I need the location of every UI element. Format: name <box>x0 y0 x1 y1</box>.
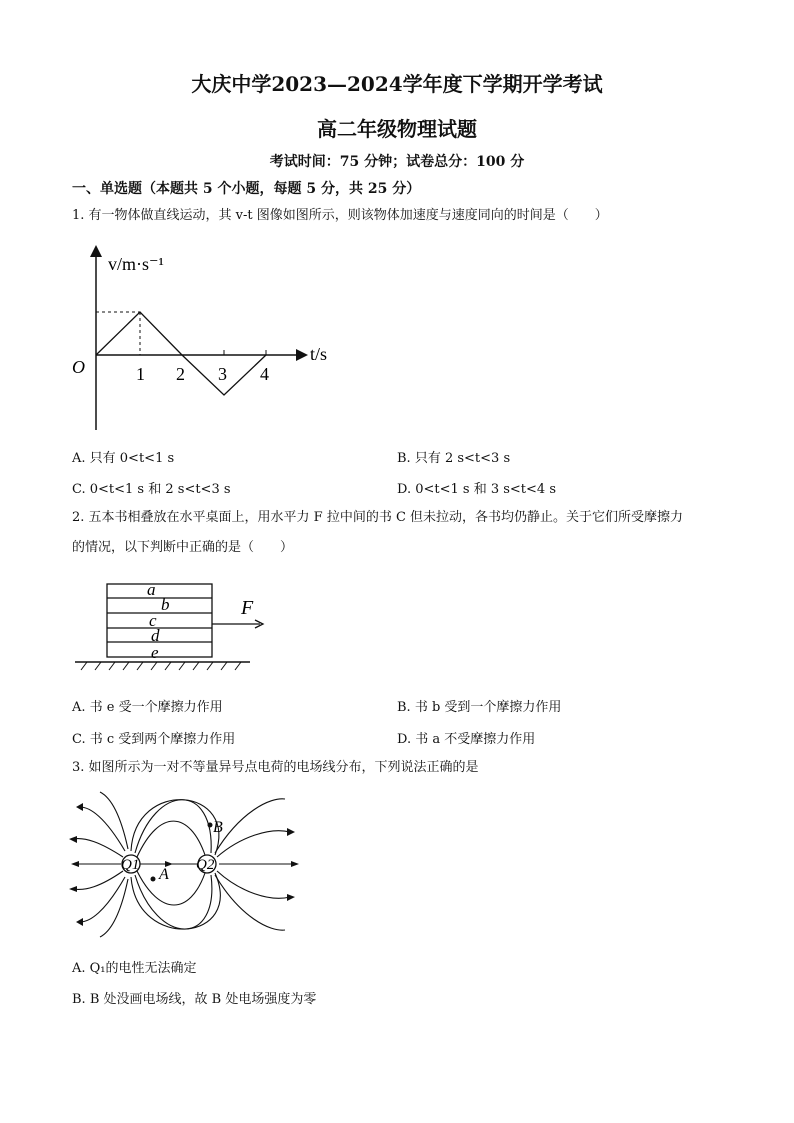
q2-stem-line1: 2. 五本书相叠放在水平桌面上，用水平力 F 拉中间的书 C 但未拉动，各书均仍静止。关于它们所受摩擦力 <box>72 510 684 525</box>
tick-label: 2 <box>176 364 185 384</box>
q1-option-a[interactable]: A. 只有 0<t<1 s <box>72 451 175 466</box>
point-a <box>151 877 156 882</box>
q2-books-figure <box>75 578 280 678</box>
q3-field-lines-figure <box>65 787 305 947</box>
book-label: b <box>161 595 170 614</box>
tick-label: 1 <box>136 364 145 384</box>
book-label: c <box>149 611 157 630</box>
exam-info: 考试时间：75 分钟；试卷总分：100 分 <box>269 154 525 170</box>
point-b <box>208 823 213 828</box>
q3-option-a[interactable]: A. Q₁的电性无法确定 <box>72 961 197 976</box>
q2-option-c[interactable]: C. 书 c 受到两个摩擦力作用 <box>72 732 236 747</box>
charge-q2-label: Q2 <box>196 857 215 873</box>
origin-label: O <box>72 357 85 377</box>
book-label: a <box>147 580 156 599</box>
q2-option-d[interactable]: D. 书 a 不受摩擦力作用 <box>397 732 536 747</box>
q3-stem: 3. 如图所示为一对不等量异号点电荷的电场线分布，下列说法正确的是 <box>72 760 479 775</box>
section-heading: 一、单选题（本题共 5 个小题，每题 5 分，共 25 分） <box>72 181 421 197</box>
tick-label: 4 <box>260 364 269 384</box>
q1-option-c[interactable]: C. 0<t<1 s 和 2 s<t<3 s <box>72 482 231 497</box>
charge-q1-label: Q1 <box>121 857 140 873</box>
tick-label: 3 <box>218 364 227 384</box>
q2-stem-line2: 的情况，以下判断中正确的是（ ） <box>72 540 294 555</box>
q2-option-a[interactable]: A. 书 e 受一个摩擦力作用 <box>72 700 223 715</box>
y-axis-label: v/m·s⁻¹ <box>108 254 164 274</box>
exam-subtitle: 高二年级物理试题 <box>317 117 477 141</box>
x-axis-label: t/s <box>310 344 328 364</box>
q3-option-b[interactable]: B. B 处没画电场线，故 B 处电场强度为零 <box>72 992 317 1007</box>
book-label: e <box>151 643 159 662</box>
exam-title: 大庆中学2023—2024学年度下学期开学考试 <box>191 72 603 96</box>
point-b-label: B <box>213 819 223 836</box>
q2-option-b[interactable]: B. 书 b 受到一个摩擦力作用 <box>397 700 562 715</box>
book-label: d <box>151 626 160 645</box>
point-a-label: A <box>159 866 169 883</box>
force-label: F <box>241 597 254 619</box>
q1-option-b[interactable]: B. 只有 2 s<t<3 s <box>397 451 511 466</box>
q1-stem: 1. 有一物体做直线运动，其 v-t 图像如图所示，则该物体加速度与速度同向的时间是（ ） <box>72 208 608 223</box>
q1-option-d[interactable]: D. 0<t<1 s 和 3 s<t<4 s <box>397 482 557 497</box>
q1-vt-graph <box>60 240 350 435</box>
